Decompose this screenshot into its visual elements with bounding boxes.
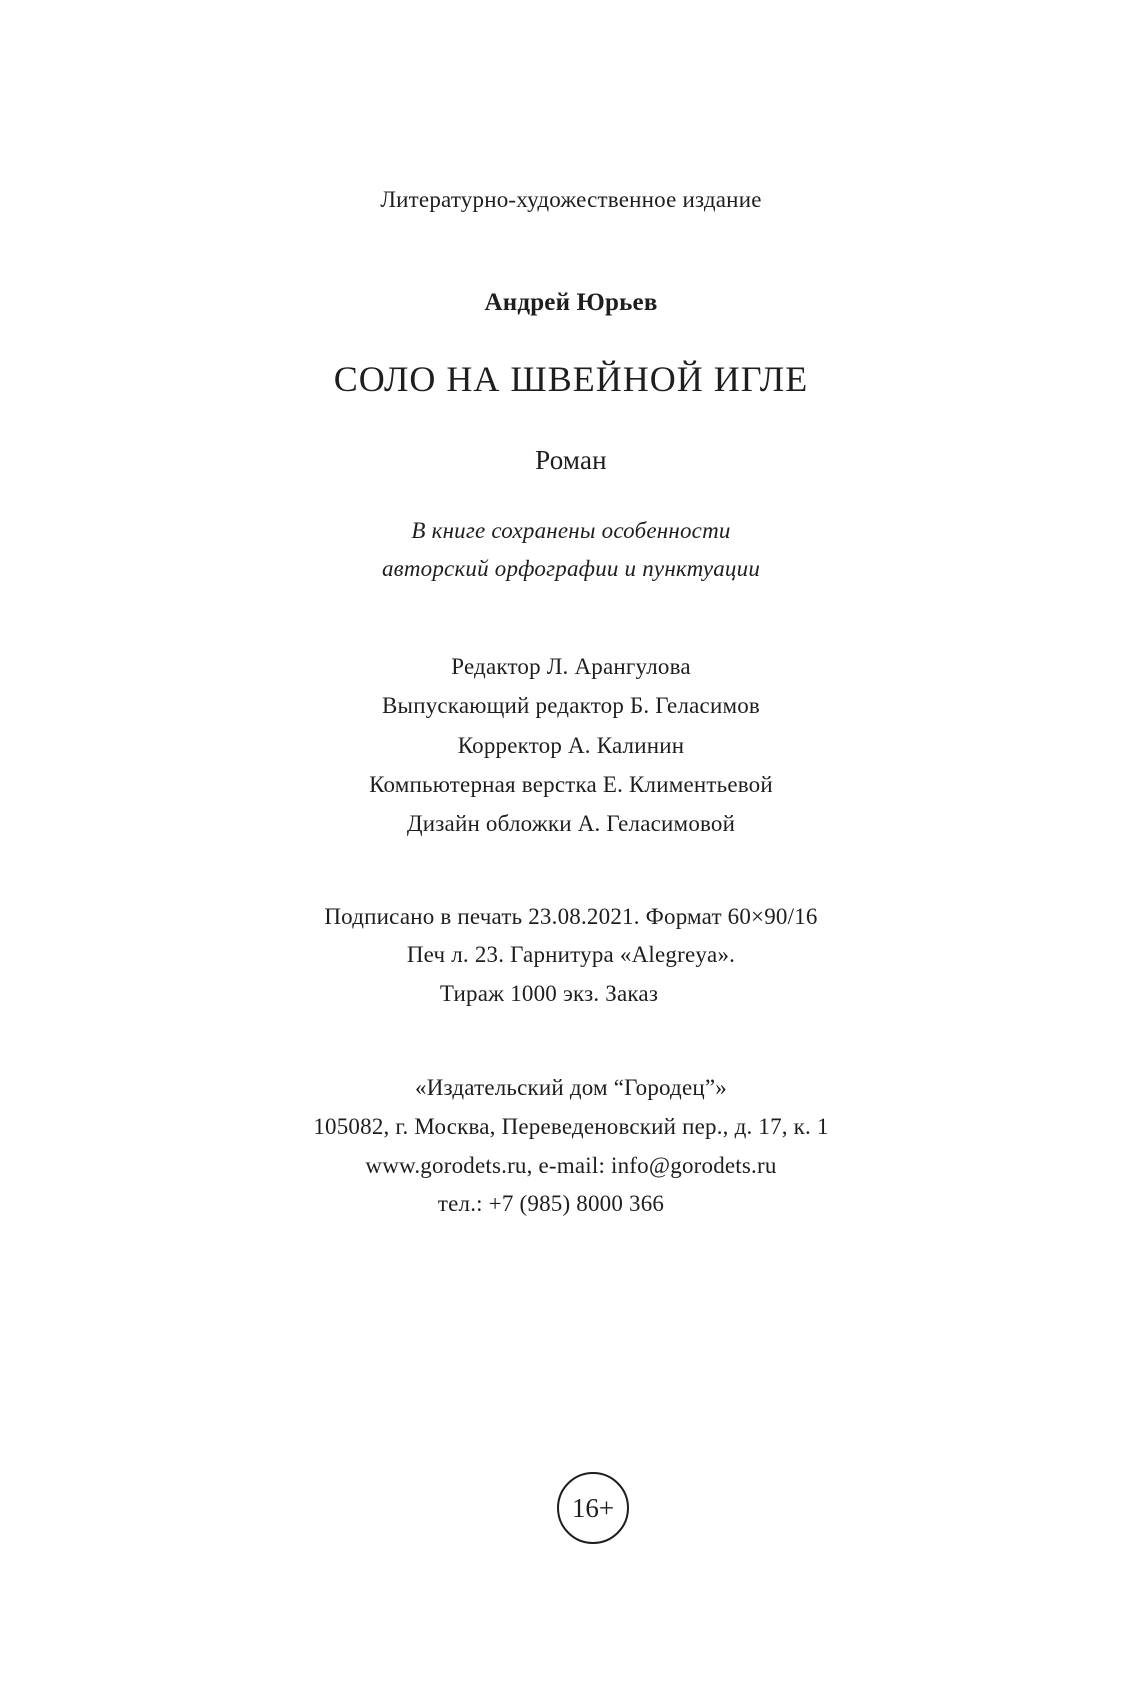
orthography-note-line: В книге сохранены особенности [411,518,731,543]
credit-managing-editor: Выпускающий редактор Б. Геласимов [382,693,760,718]
orthography-note-line: авторский орфографии и пунктуации [381,556,761,581]
credit-layout: Компьютерная верстка Е. Климентьевой [369,772,773,797]
credit-editor: Редактор Л. Арангулова [451,654,691,679]
author-name: Андрей Юрьев [484,289,658,316]
print-run-order: Тираж 1000 экз. Заказ [439,981,659,1006]
publisher-address: 105082, г. Москва, Переведеновский пер., д. 17, к. 1 [313,1114,829,1139]
genre: Роман [535,445,607,475]
print-sheets-typeface: Печ л. 23. Гарнитура «Alegreya». [406,942,736,967]
publisher-phone: тел.: +7 (985) 8000 366 [437,1191,665,1216]
book-title: СОЛО НА ШВЕЙНОЙ ИГЛЕ [333,359,809,399]
edition-type: Литературно-художественное издание [380,187,762,212]
credit-proofreader: Корректор А. Калинин [457,733,685,758]
publisher-web-email: www.gorodets.ru, e-mail: info@gorodets.ru [365,1153,777,1178]
credit-cover-design: Дизайн обложки А. Геласимовой [406,811,736,836]
print-signed-format: Подписано в печать 23.08.2021. Формат 60×90/16 [324,904,818,929]
age-rating-badge: 16+ [557,1472,629,1544]
publisher-name: «Издательский дом “Городец”» [415,1075,727,1100]
